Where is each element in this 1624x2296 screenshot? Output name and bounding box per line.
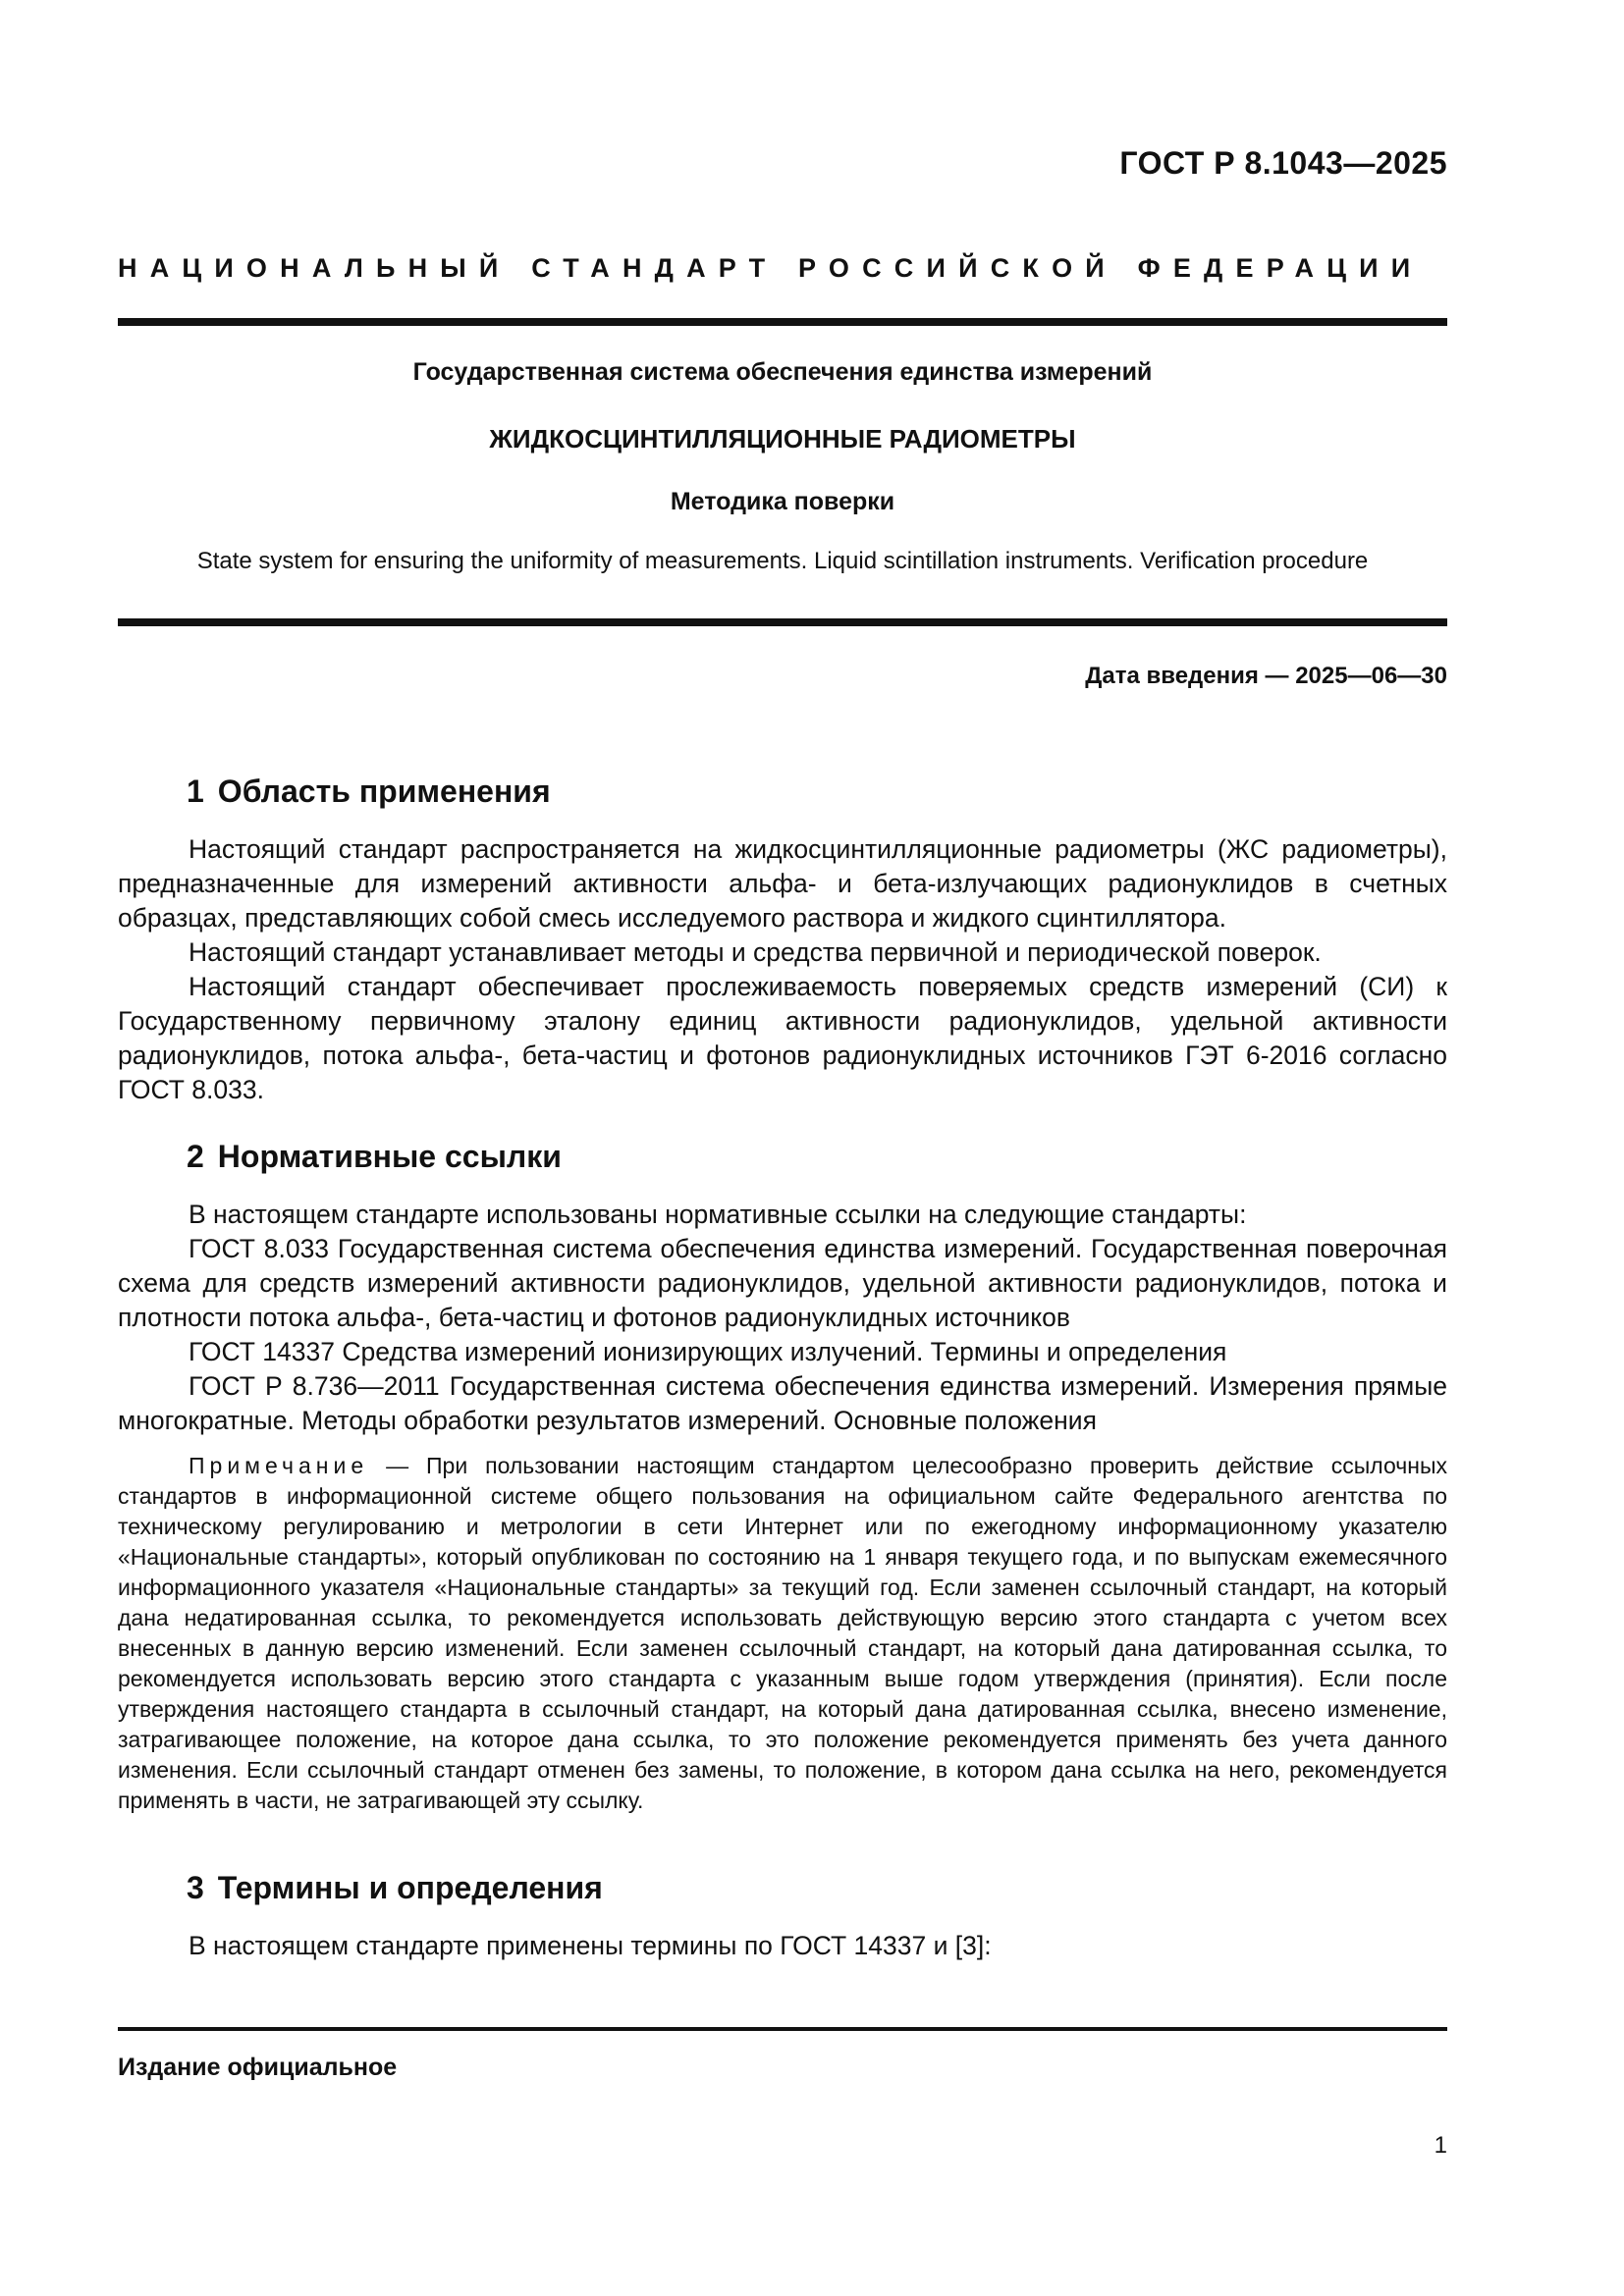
- paragraph: В настоящем стандарте применены термины по ГОСТ 14337 и [3]:: [189, 1931, 992, 1960]
- section-number: 1: [187, 774, 204, 809]
- section-1-heading: [187, 774, 551, 810]
- paragraph: Настоящий стандарт обеспечивает прослеживаемость поверяемых средств измерений (СИ) к Государственному первичному эталону единиц активности радионуклидов, удельной активности радионуклидов, потока альфа-, бета-частиц и фотонов радионуклидных источников ГЭТ 6-2016 согласно ГОСТ 8.033.: [118, 972, 1447, 1104]
- reference-entry: ГОСТ 8.033 Государственная система обеспечения единства измерений. Государственная поверочная схема для средств измерений активности радионуклидов, удельной активности радионуклидов, потока и плотности потока альфа-, бета-частиц и фотонов радионуклидных источников: [118, 1234, 1447, 1332]
- english-title: State system for ensuring the uniformity of measurements. Liquid scintillation instruments. Verification procedure: [196, 548, 1369, 574]
- footer-rule: [118, 2027, 1447, 2031]
- section-number: 2: [187, 1139, 204, 1174]
- section-title: Нормативные ссылки: [217, 1139, 562, 1174]
- national-standard-banner: НАЦИОНАЛЬНЫЙ СТАНДАРТ РОССИЙСКОЙ ФЕДЕРАЦИИ: [118, 253, 1424, 283]
- section-2-body: [118, 1198, 1447, 1438]
- section-2-note: [118, 1451, 1447, 1816]
- paragraph: Настоящий стандарт устанавливает методы и средства первичной и периодической поверок.: [189, 937, 1322, 967]
- section-3-body: [118, 1929, 1447, 1963]
- paragraph: В настоящем стандарте использованы нормативные ссылки на следующие стандарты:: [189, 1200, 1247, 1229]
- system-title: Государственная система обеспечения единства измерений: [412, 358, 1153, 386]
- reference-entry: ГОСТ Р 8.736—2011 Государственная система обеспечения единства измерений. Измерения прямые многократные. Методы обработки результатов измерений. Основные положения: [118, 1371, 1447, 1435]
- section-3-heading: [187, 1870, 603, 1906]
- page-number: 1: [1434, 2132, 1447, 2159]
- edition-label: Издание официальное: [118, 2054, 398, 2081]
- section-title: Термины и определения: [217, 1870, 603, 1905]
- sub-title: Методика поверки: [670, 488, 895, 515]
- section-number: 3: [187, 1870, 204, 1905]
- section-2-heading: [187, 1139, 562, 1175]
- paragraph: Настоящий стандарт распространяется на жидкосцинтилляционные радиометры (ЖС радиометры), предназначенные для измерений активности альфа- и бета-излучающих радионуклидов в счетных образцах, представляющих собой смесь исследуемого раствора и жидкого сцинтиллятора.: [118, 834, 1447, 933]
- section-1-body: [118, 832, 1447, 1107]
- introduction-date: Дата введения — 2025—06—30: [1085, 663, 1447, 689]
- header-rule: [118, 318, 1447, 326]
- document-code: ГОСТ Р 8.1043—2025: [1119, 145, 1447, 181]
- note-label: Примечание: [189, 1453, 369, 1478]
- main-title: ЖИДКОСЦИНТИЛЛЯЦИОННЫЕ РАДИОМЕТРЫ: [489, 424, 1076, 454]
- reference-entry: ГОСТ 14337 Средства измерений ионизирующих излучений. Термины и определения: [189, 1337, 1227, 1366]
- note-text: — При пользовании настоящим стандартом целесообразно проверить действие ссылочных стандартов в информационной системе общего пользования на официальном сайте Федерального агентства по техническому регулированию и метрологии в сети Интернет или по ежегодному информационному указателю «Национальные стандарты», который опубликован по состоянию на 1 января текущего года, и по выпускам ежемесячного информационного указателя «Национальные стандарты» за текущий год. Если заменен ссылочный стандарт, на который дана недатированная ссылка, то рекомендуется использовать действующую версию этого стандарта с учетом всех внесенных в данную версию изменений. Если заменен ссылочный стандарт, на который дана датированная ссылка, то рекомендуется использовать версию этого стандарта с указанным выше годом утверждения (принятия). Если после утверждения настоящего стандарта в ссылочный стандарт, на который дана датированная ссылка, внесено изменение, затрагивающее положение, на которое дана ссылка, то это положение рекомендуется применять без учета данного изменения. Если ссылочный стандарт отменен без замены, то положение, в котором дана ссылка на него, рекомендуется применять в части, не затрагивающей эту ссылку.: [118, 1453, 1447, 1813]
- section-title: Область применения: [217, 774, 551, 809]
- title-rule: [118, 618, 1447, 626]
